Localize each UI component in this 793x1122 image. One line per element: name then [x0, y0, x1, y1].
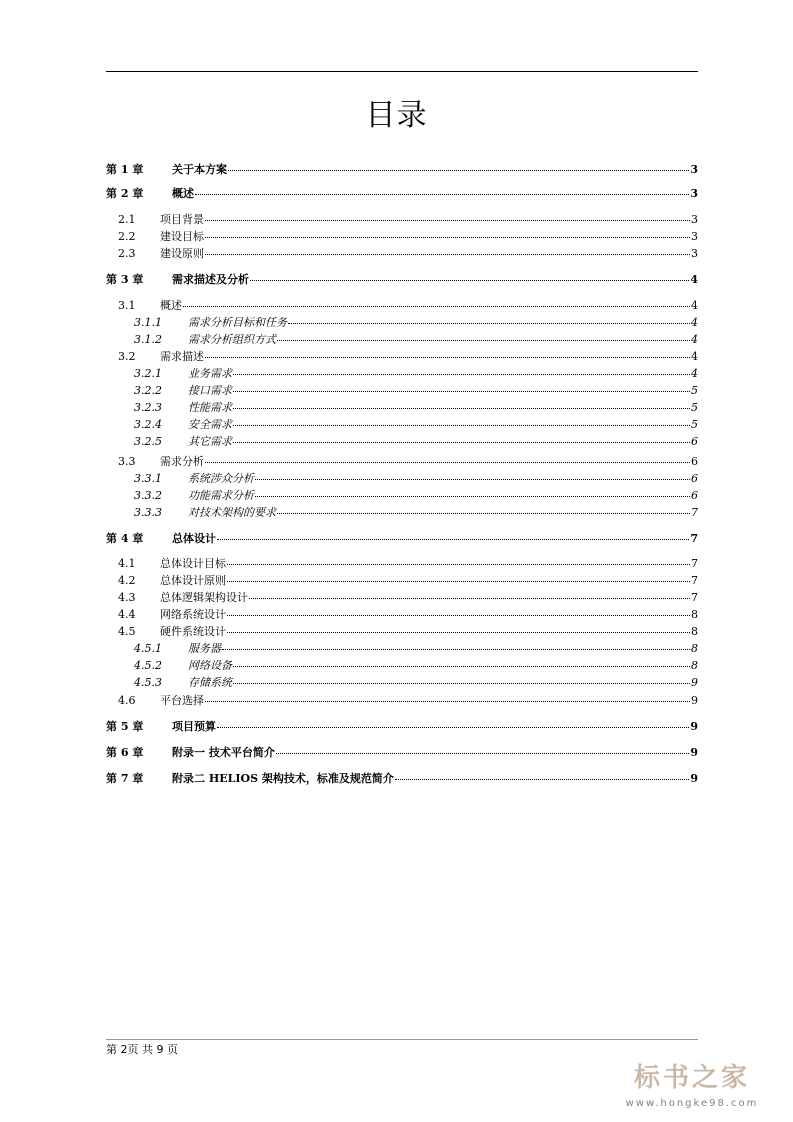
- toc-dot-leader: [255, 496, 690, 497]
- toc-entry-number: 第 3 章: [106, 273, 144, 286]
- toc-entry-page: 9: [690, 720, 698, 733]
- toc-dot-leader: [217, 539, 689, 540]
- toc-entry-title: 系统涉众分析: [188, 472, 254, 485]
- toc-entry-title: 总体设计目标: [160, 557, 226, 570]
- toc-entry-page: 9: [691, 676, 698, 689]
- toc-entry-page: 4: [691, 350, 698, 363]
- toc-dot-leader: [277, 513, 690, 514]
- toc-entry-page: 5: [691, 401, 698, 414]
- toc-entry-number: 4.5.3: [134, 676, 162, 689]
- toc-entry[interactable]: [134, 472, 698, 486]
- toc-dot-leader: [233, 683, 690, 684]
- toc-entry[interactable]: [118, 574, 698, 588]
- toc-entry-page: 3: [690, 163, 698, 176]
- toc-entry[interactable]: [106, 720, 698, 734]
- toc-entry[interactable]: [134, 316, 698, 330]
- toc-entry[interactable]: [134, 489, 698, 503]
- toc-entry-title: 其它需求: [188, 435, 232, 448]
- toc-entry-number: 第 4 章: [106, 532, 144, 545]
- watermark-logo: 标书之家: [633, 1063, 750, 1093]
- toc-entry-number: 3.2.2: [134, 384, 162, 397]
- toc-entry-page: 7: [691, 506, 698, 519]
- toc-entry[interactable]: [118, 230, 698, 244]
- toc-entry[interactable]: [134, 367, 698, 381]
- toc-entry-number: 4.4: [118, 608, 136, 621]
- toc-entry[interactable]: [134, 401, 698, 415]
- toc-entry-number: 4.5: [118, 625, 136, 638]
- toc-entry[interactable]: [134, 676, 698, 690]
- toc-entry[interactable]: [134, 642, 698, 656]
- toc-dot-leader: [250, 280, 689, 281]
- toc-entry[interactable]: [118, 557, 698, 571]
- toc-entry-number: 4.6: [118, 694, 136, 707]
- toc-entry-page: 5: [691, 384, 698, 397]
- toc-entry[interactable]: [134, 506, 698, 520]
- watermark-url: www.hongke98.com: [625, 1098, 759, 1109]
- toc-dot-leader: [277, 340, 690, 341]
- toc-entry-number: 3.2.1: [134, 367, 162, 380]
- toc-entry[interactable]: [134, 333, 698, 347]
- toc-dot-leader: [222, 649, 690, 650]
- toc-entry-number: 3.3.1: [134, 472, 162, 485]
- toc-entry[interactable]: [118, 625, 698, 639]
- toc-entry-page: 3: [691, 213, 698, 226]
- toc-entry-page: 9: [691, 694, 698, 707]
- toc-entry-number: 3.1.1: [134, 316, 162, 329]
- toc-entry-title: 需求分析目标和任务: [188, 316, 287, 329]
- toc-entry[interactable]: [118, 694, 698, 708]
- toc-entry-title: 需求分析: [160, 455, 204, 468]
- toc-entry-title: 建设原则: [160, 247, 204, 260]
- toc-entry[interactable]: [134, 435, 698, 449]
- toc-entry-number: 2.2: [118, 230, 136, 243]
- toc-dot-leader: [227, 581, 690, 582]
- toc-entry[interactable]: [118, 299, 698, 313]
- toc-entry-title: 总体逻辑架构设计: [160, 591, 248, 604]
- toc-entry-page: 7: [691, 557, 698, 570]
- toc-entry-title: 对技术架构的要求: [188, 506, 276, 519]
- toc-entry-page: 8: [691, 659, 698, 672]
- toc-entry-page: 6: [691, 472, 698, 485]
- toc-dot-leader: [395, 779, 690, 780]
- toc-entry-title: 接口需求: [188, 384, 232, 397]
- toc-entry-page: 8: [691, 608, 698, 621]
- toc-entry-title: 存储系统: [188, 676, 232, 689]
- toc-entry[interactable]: [106, 746, 698, 760]
- toc-entry[interactable]: [118, 247, 698, 261]
- toc-entry[interactable]: [118, 608, 698, 622]
- toc-entry-page: 9: [690, 772, 698, 785]
- toc-entry-number: 3.2.3: [134, 401, 162, 414]
- toc-dot-leader: [255, 479, 690, 480]
- toc-entry-title: 平台选择: [160, 694, 204, 707]
- toc-dot-leader: [233, 408, 690, 409]
- toc-entry-title: 业务需求: [188, 367, 232, 380]
- page-title: 目录: [365, 98, 428, 133]
- toc-dot-leader: [249, 598, 690, 599]
- toc-entry-title: 性能需求: [188, 401, 232, 414]
- toc-dot-leader: [205, 462, 690, 463]
- toc-entry[interactable]: [134, 384, 698, 398]
- toc-dot-leader: [233, 425, 690, 426]
- toc-entry-number: 3.3.3: [134, 506, 162, 519]
- toc-entry-page: 6: [691, 489, 698, 502]
- toc-entry[interactable]: [106, 187, 698, 201]
- toc-entry-number: 3.1: [118, 299, 136, 312]
- toc-dot-leader: [205, 220, 690, 221]
- toc-entry-page: 4: [691, 333, 698, 346]
- toc-entry-number: 4.3: [118, 591, 136, 604]
- toc-entry-number: 3.3.2: [134, 489, 162, 502]
- toc-entry-number: 4.2: [118, 574, 136, 587]
- toc-dot-leader: [195, 194, 689, 195]
- toc-entry-number: 第 1 章: [106, 163, 144, 176]
- toc-entry-title: 附录二 HELIOS 架构技术，标准及规范简介: [172, 772, 394, 785]
- toc-entry[interactable]: [118, 213, 698, 227]
- toc-dot-leader: [205, 701, 690, 702]
- toc-entry-title: 概述: [172, 187, 194, 200]
- toc-entry-title: 功能需求分析: [188, 489, 254, 502]
- toc-entry-number: 4.5.1: [134, 642, 162, 655]
- toc-entry-number: 4.1: [118, 557, 136, 570]
- toc-entry-page: 6: [691, 455, 698, 468]
- toc-entry-page: 3: [691, 247, 698, 260]
- toc-entry-page: 3: [691, 230, 698, 243]
- toc-entry-page: 4: [691, 367, 698, 380]
- toc-entry-page: 8: [691, 642, 698, 655]
- toc-entry-page: 9: [690, 746, 698, 759]
- watermark: [607, 1063, 777, 1111]
- toc-entry-number: 第 2 章: [106, 187, 144, 200]
- toc-entry[interactable]: [118, 350, 698, 364]
- toc-entry[interactable]: [106, 772, 698, 786]
- toc-entry[interactable]: [106, 532, 698, 546]
- toc-entry-number: 3.1.2: [134, 333, 162, 346]
- toc-entry-number: 3.2: [118, 350, 136, 363]
- toc-entry-title: 项目预算: [172, 720, 216, 733]
- toc-entry-title: 需求分析组织方式: [188, 333, 276, 346]
- toc-entry-number: 第 6 章: [106, 746, 144, 759]
- toc-dot-leader: [276, 753, 690, 754]
- toc-entry-title: 服务器: [188, 642, 221, 655]
- toc-entry-title: 建设目标: [160, 230, 204, 243]
- toc-dot-leader: [233, 374, 690, 375]
- toc-dot-leader: [227, 564, 690, 565]
- toc-entry-page: 7: [691, 591, 698, 604]
- toc-entry-title: 网络设备: [188, 659, 232, 672]
- toc-entry-page: 5: [691, 418, 698, 431]
- toc-entry-number: 2.1: [118, 213, 136, 226]
- toc-dot-leader: [233, 391, 690, 392]
- toc-entry-title: 网络系统设计: [160, 608, 226, 621]
- toc-entry-page: 7: [690, 532, 698, 545]
- toc-entry[interactable]: [118, 455, 698, 469]
- toc-dot-leader: [227, 615, 690, 616]
- toc-entry-title: 关于本方案: [172, 163, 227, 176]
- toc-entry-number: 第 5 章: [106, 720, 144, 733]
- toc-entry-page: 3: [690, 187, 698, 200]
- toc-dot-leader: [288, 323, 690, 324]
- toc-entry-number: 3.2.4: [134, 418, 162, 431]
- toc-entry-page: 4: [690, 273, 698, 286]
- toc-entry-title: 概述: [160, 299, 182, 312]
- toc-entry-title: 需求描述及分析: [172, 273, 249, 286]
- toc-dot-leader: [227, 632, 690, 633]
- toc-entry-title: 附录一 技术平台简介: [172, 746, 275, 759]
- toc-entry[interactable]: [118, 591, 698, 605]
- toc-entry-page: 4: [691, 299, 698, 312]
- toc-entry-page: 8: [691, 625, 698, 638]
- toc-entry-number: 3.2.5: [134, 435, 162, 448]
- toc-entry[interactable]: [134, 659, 698, 673]
- toc-dot-leader: [228, 170, 689, 171]
- toc-dot-leader: [183, 306, 690, 307]
- toc-dot-leader: [205, 357, 690, 358]
- toc-dot-leader: [233, 666, 690, 667]
- toc-entry-number: 3.3: [118, 455, 136, 468]
- toc-entry-title: 总体设计: [172, 532, 216, 545]
- toc-entry-title: 总体设计原则: [160, 574, 226, 587]
- toc-entry-page: 4: [691, 316, 698, 329]
- toc-entry-title: 项目背景: [160, 213, 204, 226]
- page-footer: 第 2页 共 9 页: [106, 1043, 178, 1056]
- toc-dot-leader: [205, 254, 690, 255]
- footer-rule: [106, 1039, 698, 1040]
- toc-entry-title: 需求描述: [160, 350, 204, 363]
- toc-entry-page: 6: [691, 435, 698, 448]
- toc-entry[interactable]: [134, 418, 698, 432]
- toc-entry-number: 第 7 章: [106, 772, 144, 785]
- toc-entry-number: 2.3: [118, 247, 136, 260]
- toc-dot-leader: [217, 727, 689, 728]
- toc-dot-leader: [233, 442, 690, 443]
- toc-entry-title: 硬件系统设计: [160, 625, 226, 638]
- toc-entry-number: 4.5.2: [134, 659, 162, 672]
- toc-entry-page: 7: [691, 574, 698, 587]
- toc-dot-leader: [205, 237, 690, 238]
- toc-entry[interactable]: [106, 163, 698, 177]
- toc-entry-title: 安全需求: [188, 418, 232, 431]
- toc-entry[interactable]: [106, 273, 698, 287]
